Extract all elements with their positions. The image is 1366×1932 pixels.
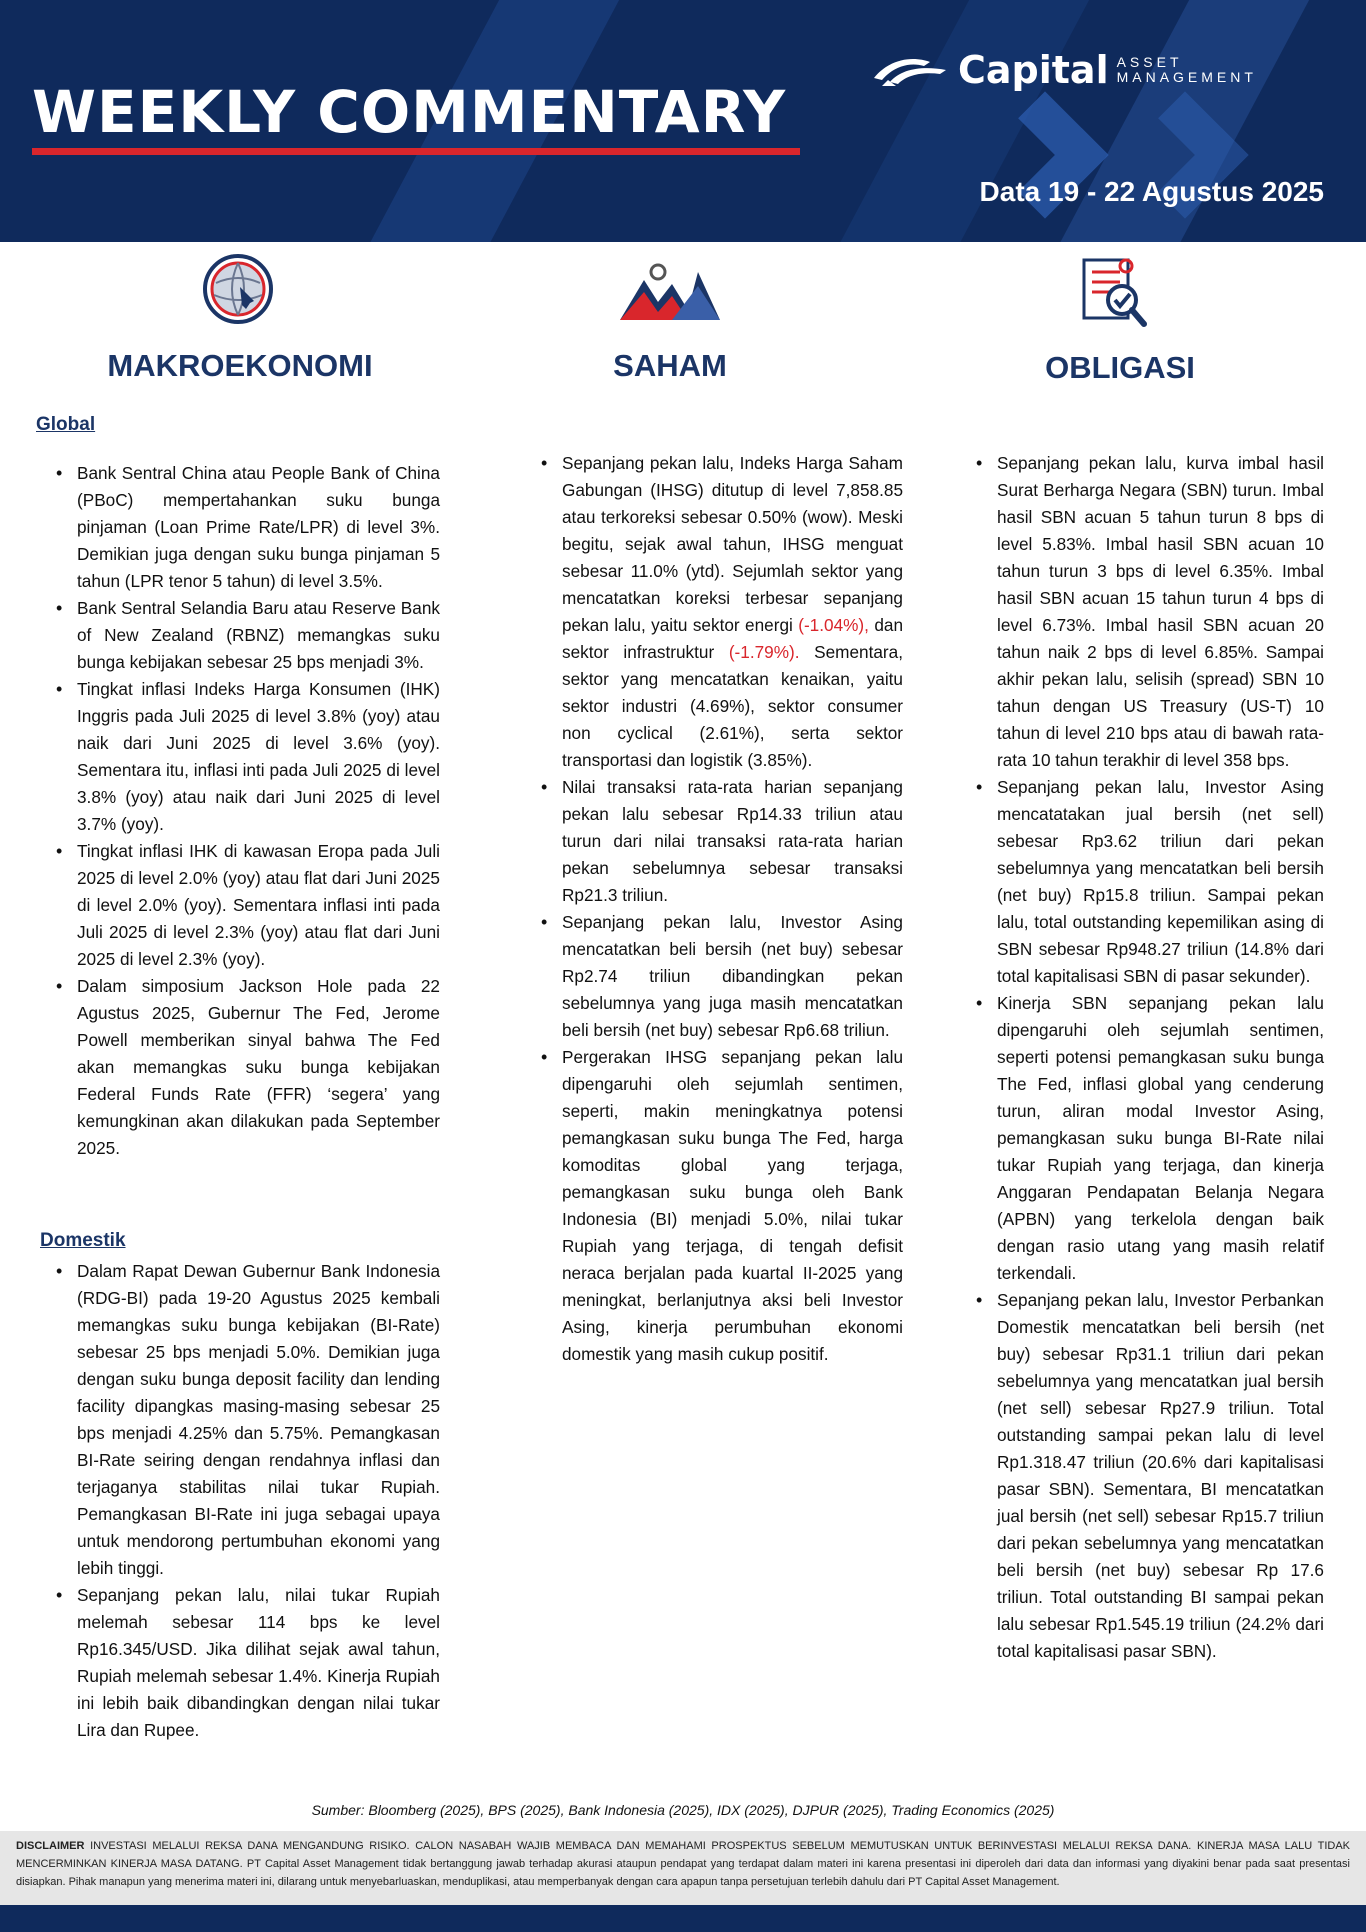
energy-sector-change: (-1.04%), <box>798 615 869 635</box>
heading-makroekonomi: MAKROEKONOMI <box>107 348 373 383</box>
list-saham <box>525 450 903 1368</box>
logo-sub-line-2: MANAGEMENT <box>1116 69 1257 85</box>
saham-text-1c: Sementara, sektor yang mencatatkan kenaikan, yaitu sektor industri (4.69%), sektor consumer non cyclical (2.61%), serta sektor transportasi dan logistik (3.85%). <box>562 642 903 770</box>
report-date: Data 19 - 22 Agustus 2025 <box>979 176 1324 207</box>
page-title: WEEKLY COMMENTARY <box>32 78 787 146</box>
list-item: • Nilai transaksi rata-rata harian sepanjang pekan lalu sebesar Rp14.33 triliun atau turun dari nilai transaksi rata-rata harian pekan sebelumnya sebesar transaksi Rp21.3 triliun. <box>525 774 903 909</box>
disclaimer-text: INVESTASI MELALUI REKSA DANA MENGANDUNG RISIKO. CALON NASABAH WAJIB MEMBACA DAN MEMAHAMI PROSPEKTUS SEBELUM MEMUTUSKAN UNTUK BERINVESTASI MELALUI REKSA DANA. KINERJA MASA LALU TIDAK MENCERMINKAN KINERJA MASA DATANG. PT Capital Asset Management tidak bertanggung jawab terhadap akurasi ataupun pendapat yang terdapat dalam materi ini karena presentasi ini diperoleh dari data dan informasi yang diyakini benar pada saat presentasi disiapkan. Pihak manapun yang menerima materi ini, dilarang untuk menyebarluaskan, menduplikasi, atau memperbanyak dengan cara apapun tanpa persetujuan terlebih dahulu dari PT Capital Asset Management. <box>16 1840 1350 1888</box>
list-global <box>40 460 440 1162</box>
list-item: • Dalam simposium Jackson Hole pada 22 Agustus 2025, Gubernur The Fed, Jerome Powell memberikan sinyal bahwa The Fed akan memangkas suku bunga kebijakan Federal Funds Rate (FFR) ‘segera’ yang kemungkinan akan dilakukan pada September 2025. <box>40 973 440 1162</box>
saham-text-1a: Sepanjang pekan lalu, Indeks Harga Saham Gabungan (IHSG) ditutup di level 7,858.85 atau terkoreksi sebesar 0.50% (wow). Meski begitu, sejak awal tahun, IHSG menguat sebesar 11.0% (ytd). Sejumlah sektor yang mencatatkan koreksi terbesar sepanjang pekan lalu, yaitu sektor energi <box>562 453 903 635</box>
mountain-chart-icon <box>618 262 722 322</box>
title-underline <box>32 148 800 155</box>
list-item: • Tingkat inflasi Indeks Harga Konsumen (IHK) Inggris pada Juli 2025 di level 3.8% (yoy) atau naik dari Juni 2025 di level 3.6% (yoy). Sementara itu, inflasi inti pada Juli 2025 di level 3.8% (yoy) atau naik dari Juni 2025 di level 3.7% (yoy). <box>40 676 440 838</box>
subheading-global: Global <box>36 414 96 435</box>
list-item: • Bank Sentral Selandia Baru atau Reserve Bank of New Zealand (RBNZ) memangkas suku bunga kebijakan sebesar 25 bps menjadi 3%. <box>40 595 440 676</box>
logo-sub-line-1: ASSET <box>1116 54 1183 70</box>
list-item: • Kinerja SBN sepanjang pekan lalu dipengaruhi oleh sejumlah sentimen, seperti potensi pemangkasan suku bunga The Fed, inflasi global yang cenderung turun, aliran modal Investor Asing, pemangkasan suku bunga BI-Rate nilai tukar Rupiah yang terjaga, dan kinerja Anggaran Pendapatan Belanja Negara (APBN) yang terkelola dengan baik dengan rasio utang yang masih relatif terkendali. <box>960 990 1324 1287</box>
list-item: • Pergerakan IHSG sepanjang pekan lalu dipengaruhi oleh sejumlah sentimen, seperti, makin meningkatnya potensi pemangkasan suku bunga The Fed, harga komoditas global yang terjaga, pemangkasan suku bunga oleh Bank Indonesia (BI) menjadi 5.0%, nilai tukar Rupiah yang terjaga, di tengah defisit neraca berjalan pada kuartal II-2025 yang meningkat, berlanjutnya aksi beli Investor Asing, kinerja perumbuhan ekonomi domestik yang masih cukup positif. <box>525 1044 903 1368</box>
footer-bar <box>0 1905 1366 1932</box>
list-obligasi <box>960 450 1324 1665</box>
list-item: • Dalam Rapat Dewan Gubernur Bank Indonesia (RDG-BI) pada 19-20 Agustus 2025 kembali memangkas suku bunga kebijakan (BI-Rate) sebesar 25 bps menjadi 5.0%. Demikian juga dengan suku bunga deposit facility dan lending facility dipangkas masing-masing sebesar 25 bps menjadi 4.25% dan 5.75%. Pemangkasan BI-Rate seiring dengan rendahnya inflasi dan terjaganya stabilitas nilai tukar Rupiah. Pemangkasan BI-Rate ini juga sebagai upaya untuk mendorong pertumbuhan ekonomi yang lebih tinggi. <box>40 1258 440 1582</box>
logo-subtitle <box>1117 55 1257 85</box>
logo-brand: Capital <box>958 48 1109 92</box>
subheading-domestik: Domestik <box>40 1230 126 1251</box>
list-item: • Sepanjang pekan lalu, Investor Asing mencatatakan jual bersih (net sell) sebesar Rp3.62 triliun dari pekan sebelumnya yang mencatatkan beli bersih (net buy) Rp15.8 triliun. Sampai pekan lalu, total outstanding kepemilikan asing di SBN sebesar Rp948.27 triliun (14.8% dari total kapitalisasi SBN di pasar sekunder). <box>960 774 1324 990</box>
list-item: • Sepanjang pekan lalu, kurva imbal hasil Surat Berharga Negara (SBN) turun. Imbal hasil SBN acuan 5 tahun turun 8 bps di level 5.83%. Imbal hasil SBN acuan 10 tahun turun 3 bps di level 6.35%. Imbal hasil SBN acuan 15 tahun turun 4 bps di level 6.73%. Imbal hasil SBN acuan 20 tahun naik 2 bps di level 6.85%. Sampai akhir pekan lalu, selisih (spread) SBN 10 tahun dengan US Treasury (US-T) 10 tahun di level 210 bps atau di bawah rata-rata 10 tahun terakhir di level 358 bps. <box>960 450 1324 774</box>
source-note: Sumber: Bloomberg (2025), BPS (2025), Bank Indonesia (2025), IDX (2025), DJPUR (2025), Trading Economics (2025) <box>311 1802 1055 1818</box>
disclaimer-label: DISCLAIMER <box>16 1840 85 1852</box>
list-domestik <box>40 1258 440 1744</box>
list-item: • Tingkat inflasi IHK di kawasan Eropa pada Juli 2025 di level 2.0% (yoy) atau flat dari Juni 2025 di level 2.0% (yoy). Sementara inflasi inti pada Juli 2025 di level 2.3% (yoy) atau flat dari Juni 2025 di level 2.3% (yoy). <box>40 838 440 973</box>
heading-obligasi: OBLIGASI <box>1045 350 1195 385</box>
list-item: • Sepanjang pekan lalu, Investor Perbankan Domestik mencatatkan beli bersih (net buy) sebesar Rp31.1 triliun dari pekan sebelumnya yang mencatatkan jual bersih (net sell) sebesar Rp27.9 triliun. Total outstanding sampai pekan lalu di level Rp1.318.47 triliun (20.6% dari kapitalisasi pasar SBN). Sementara, BI mencatatkan jual bersih (net sell) sebesar Rp15.7 triliun dari pekan sebelumnya yang mencatatkan beli bersih (net buy) sebesar Rp 17.6 triliun. Total outstanding BI sampai pekan lalu sebesar Rp1.545.19 triliun (24.2% dari total kapitalisasi pasar SBN). <box>960 1287 1324 1665</box>
header-banner <box>0 0 1366 242</box>
globe-magnifier-icon <box>202 253 274 329</box>
heading-saham: SAHAM <box>613 348 727 383</box>
document-check-icon <box>1080 256 1160 330</box>
list-item: • Bank Sentral China atau People Bank of China (PBoC) mempertahankan suku bunga pinjaman (Loan Prime Rate/LPR) di level 3%. Demikian juga dengan suku bunga pinjaman 5 tahun (LPR tenor 5 tahun) di level 3.5%. <box>40 460 440 595</box>
saham-text-1b: dan sektor infrastruktur <box>562 615 904 662</box>
list-item <box>525 450 903 774</box>
infrastructure-sector-change: (-1.79%). <box>728 642 800 662</box>
company-logo <box>870 48 1257 92</box>
list-item: • Sepanjang pekan lalu, nilai tukar Rupiah melemah sebesar 114 bps ke level Rp16.345/USD. Jika dilihat sejak awal tahun, Rupiah melemah sebesar 1.4%. Kinerja Rupiah ini lebih baik dibandingkan dengan nilai tukar Lira dan Rupee. <box>40 1582 440 1744</box>
list-item: • Sepanjang pekan lalu, Investor Asing mencatatkan beli bersih (net buy) sebesar Rp2.74 triliun dibandingkan pekan sebelumnya yang juga masih mencatatkan beli bersih (net buy) sebesar Rp6.68 triliun. <box>525 909 903 1044</box>
logo-swoosh-icon <box>870 52 950 88</box>
disclaimer <box>0 1831 1366 1905</box>
